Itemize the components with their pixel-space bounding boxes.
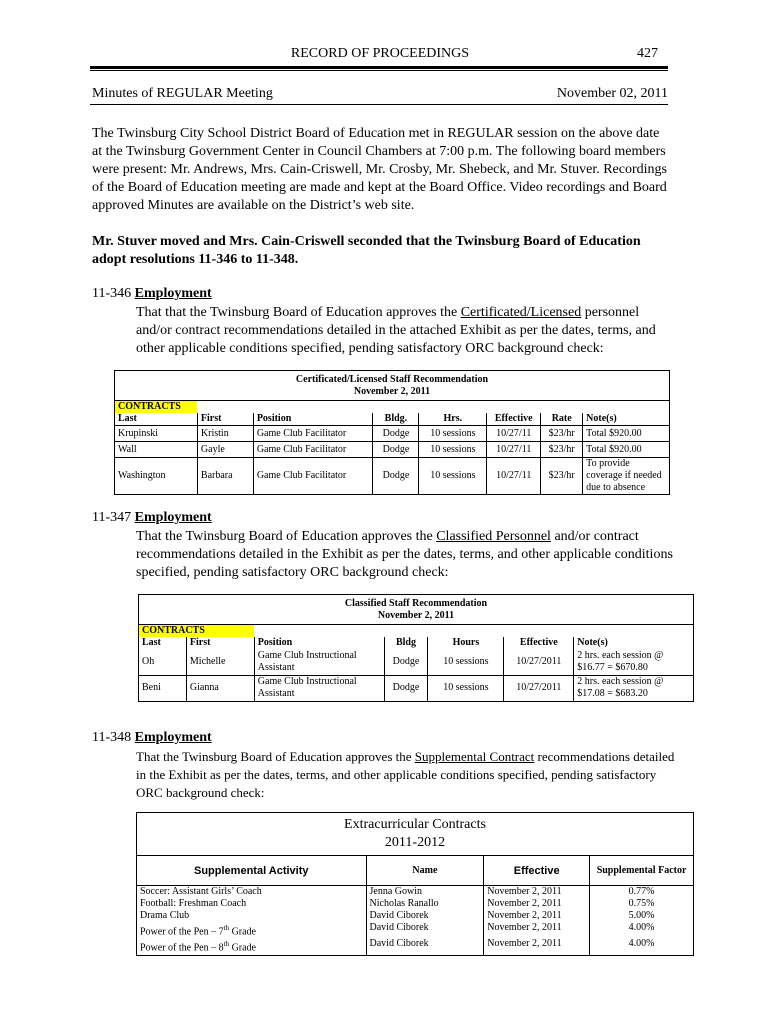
- resolution-347-body: [136, 528, 676, 582]
- cell: Game Club Instructional Assistant: [254, 675, 384, 701]
- cell: Nicholas Ranallo: [366, 898, 484, 910]
- cell: 10 sessions: [419, 458, 487, 495]
- cell: Wall: [115, 442, 198, 458]
- table-row: [139, 675, 694, 701]
- meeting-header: [92, 86, 668, 102]
- col-header: Last: [142, 637, 161, 648]
- record-title: RECORD OF PROCEEDINGS: [290, 46, 470, 61]
- cell: Game Club Facilitator: [253, 442, 373, 458]
- table-caption: [115, 371, 670, 401]
- table-row: [139, 649, 694, 675]
- activity-text: Power of the Pen – 8: [140, 942, 224, 954]
- caption-line: Extracurricular Contracts: [344, 817, 486, 832]
- table-row: [137, 886, 694, 899]
- table-row: [137, 898, 694, 910]
- body-text: personnel and/or contract recommendations detailed in the attached Exhibit as per the dates, terms, and other applicable conditions specified, pending satisfactory ORC background check:: [136, 305, 656, 356]
- cell: 5.00%: [590, 910, 694, 922]
- cell: 10 sessions: [428, 649, 504, 675]
- table-caption: [137, 813, 694, 856]
- cell: Drama Club: [140, 910, 190, 921]
- cell: Krupinski: [115, 426, 198, 442]
- table-header-row: [115, 413, 670, 426]
- cell: [137, 922, 367, 938]
- resolution-number: 11-346: [92, 286, 132, 301]
- intro-paragraph: The Twinsburg City School District Board of Education met in REGULAR session on the above date at the Twinsburg Government Center in Council Chambers at 7:00 p.m. The following board members were present: Mr. Andrews, Mrs. Cain-Criswell, Mr. Crosby, Mr. Shebeck, and Mr. Stuver. Recordings of the Board of Education meeting are made and kept at the Board Office. Video recordings and Board approved Minutes are available on the District’s web site.: [92, 126, 667, 213]
- col-header: Note(s): [574, 637, 694, 649]
- body-underlined: Classified Personnel: [436, 529, 551, 544]
- cell: 10 sessions: [419, 426, 487, 442]
- resolution-348-body: [136, 748, 676, 802]
- cell: 2 hrs. each session @ $17.08 = $683.20: [574, 675, 694, 701]
- cell: David Ciborek: [366, 910, 484, 922]
- resolution-347-heading: [92, 510, 212, 526]
- page-number: 427: [637, 46, 658, 61]
- cell: Total $920.00: [583, 442, 670, 458]
- cell: Dodge: [384, 649, 428, 675]
- cell: $23/hr: [541, 442, 583, 458]
- col-header: Effective: [504, 637, 574, 649]
- meeting-label: Minutes of REGULAR Meeting: [92, 86, 273, 101]
- cell: Barbara: [197, 458, 253, 495]
- table-row: [115, 458, 670, 495]
- body-text: and/or contract recommendations detailed in the Exhibit as per the dates, terms, and other applicable conditions specified, pending satisfactory ORC background check:: [136, 529, 673, 580]
- cell: 10 sessions: [428, 675, 504, 701]
- contracts-label: CONTRACTS: [115, 401, 198, 414]
- cell: David Ciborek: [366, 922, 484, 938]
- caption-line: November 2, 2011: [353, 386, 431, 397]
- cell: $23/hr: [541, 426, 583, 442]
- resolution-346-body: [136, 304, 676, 358]
- cell: Dodge: [384, 675, 428, 701]
- body-underlined: Supplemental Contract: [414, 749, 535, 764]
- resolution-title: Employment: [134, 286, 212, 301]
- cell: Dodge: [373, 442, 419, 458]
- body-underlined: Certificated/Licensed: [460, 305, 582, 320]
- cell: 10/27/11: [487, 458, 541, 495]
- caption-line: Classified Staff Recommendation: [344, 598, 488, 609]
- certificated-staff-table: [114, 370, 670, 495]
- cell: Jenna Gowin: [366, 886, 484, 899]
- table-row: [137, 938, 694, 955]
- body-text: That that the Twinsburg Board of Education approves the: [136, 305, 461, 320]
- body-text: That the Twinsburg Board of Education approves the: [136, 529, 437, 544]
- resolution-346-heading: [92, 286, 212, 302]
- contracts-label: CONTRACTS: [139, 625, 255, 638]
- table-row: [115, 442, 670, 458]
- caption-line: November 2, 2011: [377, 610, 455, 621]
- activity-text: Grade: [229, 942, 256, 954]
- cell: 4.00%: [590, 922, 694, 938]
- table-header-row: [139, 637, 694, 649]
- caption-line: Certificated/Licensed Staff Recommendation: [295, 374, 489, 385]
- resolution-title: Employment: [134, 730, 212, 745]
- col-header: Effective: [484, 856, 590, 886]
- table-row: [137, 910, 694, 922]
- cell: 10/27/11: [487, 442, 541, 458]
- header-rule-thin: [90, 70, 668, 71]
- activity-text: Grade: [229, 926, 256, 938]
- cell: Game Club Instructional Assistant: [254, 649, 384, 675]
- table-caption: [139, 595, 694, 625]
- ordinal-suffix: th: [223, 924, 230, 932]
- col-header: Position: [253, 413, 373, 426]
- cell: Oh: [142, 655, 155, 667]
- cell: 10/27/2011: [504, 649, 574, 675]
- resolution-number: 11-347: [92, 510, 132, 525]
- col-header: Hours: [428, 637, 504, 649]
- cell: 4.00%: [590, 938, 694, 955]
- cell: 10/27/2011: [504, 675, 574, 701]
- col-header: Note(s): [583, 413, 670, 426]
- resolution-348-heading: [92, 730, 212, 746]
- motion-paragraph: Mr. Stuver moved and Mrs. Cain-Criswell seconded that the Twinsburg Board of Education adopt resolutions 11-346 to 11-348.: [92, 234, 641, 267]
- col-header: Supplemental Factor: [590, 856, 694, 886]
- cell: November 2, 2011: [484, 886, 590, 899]
- resolution-number: 11-348: [92, 730, 132, 745]
- header-rule-thick: [90, 66, 668, 69]
- col-header: Bldg: [384, 637, 428, 649]
- cell: November 2, 2011: [484, 898, 590, 910]
- table-row: [115, 426, 670, 442]
- extracurricular-contracts-table: [136, 812, 694, 956]
- cell: November 2, 2011: [484, 938, 590, 955]
- col-header: First: [197, 413, 253, 426]
- col-header: Name: [366, 856, 484, 886]
- cell: Beni: [139, 675, 187, 701]
- cell: Washington: [115, 458, 198, 495]
- col-header: Last: [118, 413, 137, 424]
- cell: Kristin: [197, 426, 253, 442]
- cell: To provide coverage if needed due to absence: [583, 458, 670, 495]
- col-header: Position: [254, 637, 384, 649]
- col-header: Supplemental Activity: [194, 864, 309, 877]
- cell: Dodge: [373, 426, 419, 442]
- table-row: [137, 922, 694, 938]
- col-header: Effective: [487, 413, 541, 426]
- cell: 10 sessions: [419, 442, 487, 458]
- cell: 2 hrs. each session @ $16.77 = $670.80: [574, 649, 694, 675]
- col-header: First: [186, 637, 254, 649]
- meeting-date: November 02, 2011: [556, 86, 668, 101]
- col-header: Hrs.: [419, 413, 487, 426]
- cell: Gayle: [197, 442, 253, 458]
- caption-line: 2011-2012: [384, 835, 446, 850]
- cell: November 2, 2011: [484, 922, 590, 938]
- table-header-row: [137, 856, 694, 886]
- cell: November 2, 2011: [484, 910, 590, 922]
- cell: Game Club Facilitator: [253, 426, 373, 442]
- body-text: recommendations detailed in the Exhibit as per the dates, terms, and other applicable conditions specified, pending satisfactory ORC background check:: [136, 749, 675, 800]
- cell: David Ciborek: [366, 938, 484, 955]
- cell: Game Club Facilitator: [253, 458, 373, 495]
- cell: [137, 938, 367, 955]
- body-text: That the Twinsburg Board of Education approves the: [136, 749, 415, 764]
- cell: $23/hr: [541, 458, 583, 495]
- ordinal-suffix: th: [223, 940, 230, 949]
- col-header: Rate: [541, 413, 583, 426]
- resolution-title: Employment: [134, 510, 212, 525]
- activity-text: Power of the Pen – 7: [140, 926, 224, 938]
- cell: Dodge: [373, 458, 419, 495]
- cell: Michelle: [186, 649, 254, 675]
- cell: Total $920.00: [583, 426, 670, 442]
- cell: 0.75%: [590, 898, 694, 910]
- cell: 0.77%: [590, 886, 694, 899]
- cell: Football: Freshman Coach: [140, 898, 247, 909]
- classified-staff-table: [138, 594, 694, 702]
- col-header: Bldg.: [373, 413, 419, 426]
- cell: Gianna: [186, 675, 254, 701]
- meeting-rule: [90, 104, 668, 105]
- cell: 10/27/11: [487, 426, 541, 442]
- cell: Soccer: Assistant Girls’ Coach: [137, 886, 367, 899]
